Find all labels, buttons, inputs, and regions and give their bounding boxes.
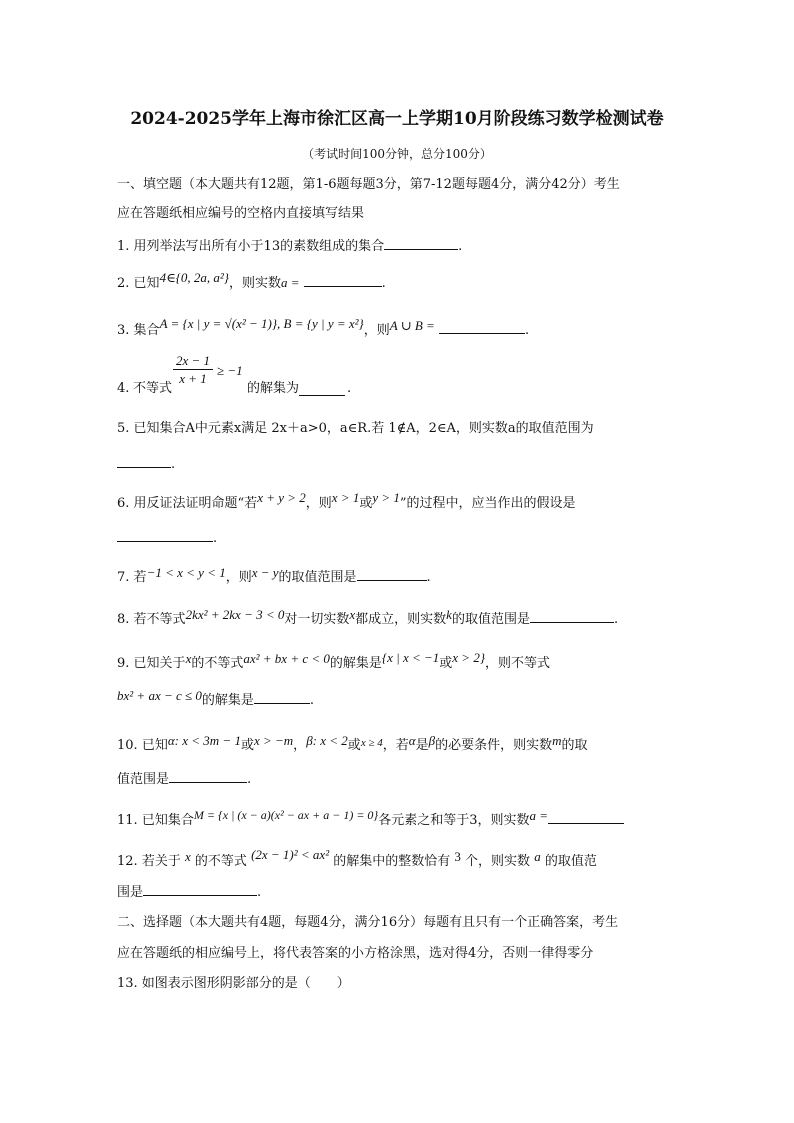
question-6: 6. 用反证法证明命题“若x + y > 2，则x > 1或y > 1”的过程中，应当作出的假设是 xyxy=(117,490,576,511)
question-number: 9. xyxy=(117,656,130,671)
answer-blank xyxy=(169,769,247,783)
question-11: 11. 已知集合M = {x | (x − a)(x² − ax + a − 1) = 0}各元素之和等于3，则实数a = xyxy=(117,810,685,830)
answer-blank xyxy=(254,690,310,704)
question-12-line2: 围是 . xyxy=(117,882,685,902)
question-7: 7. 若−1 < x < y < 1，则x − y的取值范围是 . xyxy=(117,565,431,585)
question-1: 1. 用列举法写出所有小于13的素数组成的集合 . xyxy=(117,236,685,256)
question-number: 8. xyxy=(117,612,130,627)
question-5: 5. 已知集合A中元素x满足 2x＋a>0，a∈R.若 1∉A，2∈A，则实数a的取值范围为 xyxy=(117,421,594,436)
answer-blank xyxy=(439,320,525,334)
question-2: 2. 已知4∈{0, 2a, a²}，则实数a = . xyxy=(117,270,386,291)
question-number: 10. xyxy=(117,738,138,753)
question-6-answer: . xyxy=(117,528,685,548)
answer-blank xyxy=(530,609,614,623)
answer-blank xyxy=(143,882,257,896)
math-expression: 4∈{0, 2a, a²} xyxy=(159,270,229,285)
section1-heading-line1: 一、填空题（本大题共有12题，第1-6题每题3分，第7-12题每题4分，满分42分）考生 xyxy=(117,177,620,192)
question-5-answer: . xyxy=(117,454,685,474)
question-10-line2: 值范围是 . xyxy=(117,769,685,789)
exam-info: （考试时间100分钟，总分100分） xyxy=(302,147,492,161)
answer-blank xyxy=(117,454,171,468)
section1-heading-line2: 应在答题纸相应编号的空格内直接填写结果 xyxy=(117,206,365,221)
question-13: 13. 如图表示图形阴影部分的是（ ） xyxy=(117,976,350,991)
question-9: 9. 已知关于x的不等式ax² + bx + c < 0的解集是{x | x < −1或x > 2}，则不等式 xyxy=(117,650,551,671)
question-number: 11. xyxy=(117,813,138,828)
math-expression: A = {x | y = √(x² − 1)}, B = {y | y = x²} xyxy=(159,316,364,331)
answer-blank xyxy=(117,528,213,542)
question-4: 4. 不等式 $\frac{2x - 1}{x + 1}$ ≥ −1 的解集为 . xyxy=(117,353,352,396)
question-number: 2. xyxy=(117,276,130,291)
answer-blank xyxy=(299,382,345,396)
section2-heading-line2: 应在答题纸的相应编号上，将代表答案的小方格涂黑，选对得4分，否则一律得零分 xyxy=(117,946,594,961)
question-3: 3. 集合A = {x | y = √(x² − 1)}, B = {y | y = x²}，则A ∪ B = . xyxy=(117,316,530,338)
question-number: 4. xyxy=(117,381,130,396)
answer-blank xyxy=(384,236,458,250)
section2-heading-line1: 二、选择题（本大题共有4题，每题4分，满分16分）每题有且只有一个正确答案，考生 xyxy=(117,915,619,930)
answer-blank xyxy=(304,273,382,287)
question-number: 7. xyxy=(117,570,130,585)
page-title: 2024-2025学年上海市徐汇区高一上学期10月阶段练习数学检测试卷 xyxy=(130,109,664,129)
question-number: 12. xyxy=(117,854,138,869)
question-9-line2: bx² + ax − c ≤ 0的解集是 . xyxy=(117,688,315,708)
question-12: 12. 若关于 x 的不等式 (2x − 1)² < ax² 的解集中的整数恰有 3 个，则实数 a 的取值范 xyxy=(117,847,597,869)
question-10: 10. 已知α: x < 3m − 1或x > −m，β: x < 2或$^{x \ge 4}$，若α是β的必要条件，则实数m的取 xyxy=(117,733,588,753)
answer-blank xyxy=(548,810,624,824)
question-number: 1. xyxy=(117,239,130,254)
question-text: 用列举法写出所有小于13的素数组成的集合 xyxy=(133,239,385,254)
question-number: 3. xyxy=(117,323,130,338)
fraction: $\frac{2x - 1}{x + 1}$ xyxy=(173,352,213,387)
answer-blank xyxy=(357,567,427,581)
question-8: 8. 若不等式2kx² + 2kx − 3 < 0对一切实数x都成立，则实数k的取值范围是 . xyxy=(117,607,619,627)
